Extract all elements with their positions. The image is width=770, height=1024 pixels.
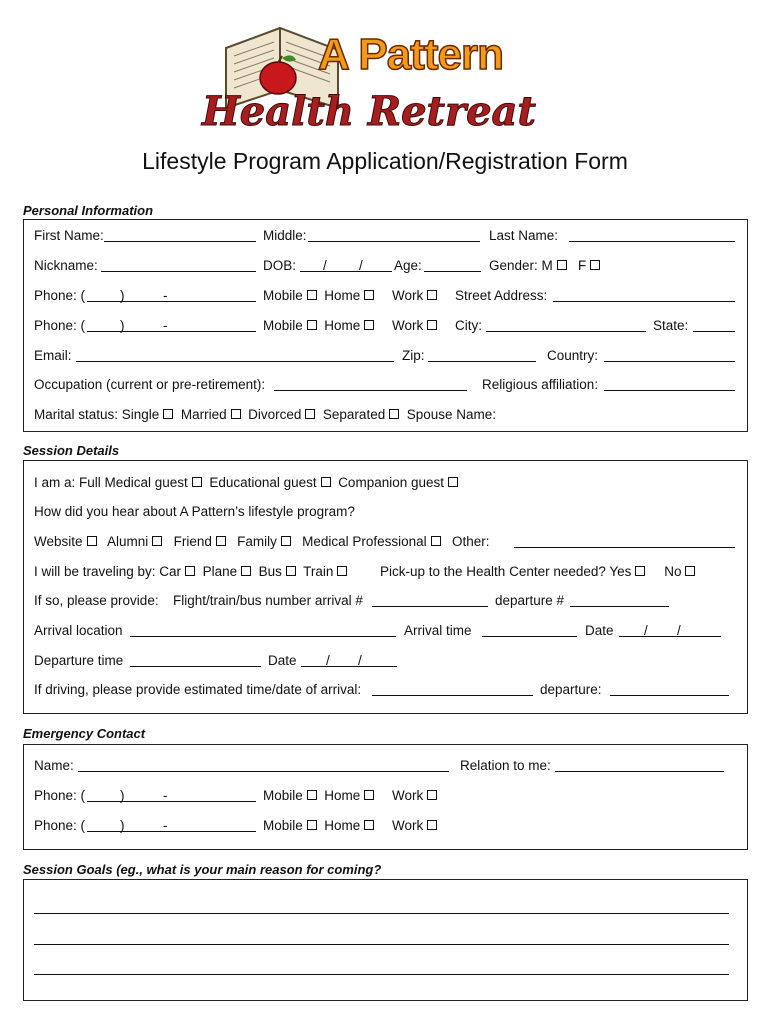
emergency-phone2-dash: - — [163, 818, 168, 833]
married-label: Married — [180, 407, 227, 422]
nickname-label: Nickname: — [34, 258, 98, 273]
departure-date-slash-1: / — [326, 653, 330, 668]
email-label: Email: — [34, 348, 72, 363]
driving-label: If driving, please provide estimated time/date of arrival: — [34, 682, 362, 697]
driving-departure-label: departure: — [540, 682, 602, 697]
goals-section — [23, 879, 748, 1001]
zip-label: Zip: — [402, 348, 425, 363]
home-checkbox[interactable] — [364, 320, 374, 330]
train-checkbox[interactable] — [337, 566, 347, 576]
pickup-no-checkbox[interactable] — [685, 566, 695, 576]
separated-label: Separated — [322, 407, 386, 422]
pickup-yes-label: Pick-up to the Health Center needed? Yes — [380, 564, 632, 579]
age-label: Age: — [394, 258, 422, 273]
emergency-section — [23, 744, 748, 850]
emergency-phone1-type-group — [263, 788, 374, 804]
work-label: Work — [392, 788, 424, 803]
mobile-label: Mobile — [263, 318, 303, 333]
emergency-phone2-label: Phone: ( — [34, 818, 86, 833]
family-checkbox[interactable] — [281, 536, 291, 546]
religious-label: Religious affiliation: — [482, 377, 599, 392]
educational-label: Educational guest — [209, 475, 317, 490]
departure-date-label: Date — [268, 653, 297, 668]
emergency-phone2-field[interactable] — [87, 831, 256, 832]
occupation-label: Occupation (current or pre-retirement): — [34, 377, 266, 392]
city-label: City: — [455, 318, 482, 333]
divorced-label: Divorced — [248, 407, 302, 422]
emergency-phone1-field[interactable] — [87, 801, 256, 802]
arrival-time-label: Arrival time — [404, 623, 472, 638]
phone1-label: Phone: ( — [34, 288, 86, 303]
phone1-dash: - — [163, 288, 168, 303]
first-name-field[interactable] — [104, 241, 256, 242]
bus-checkbox[interactable] — [286, 566, 296, 576]
goals-line-2[interactable] — [34, 944, 729, 945]
arrival-date-slash-1: / — [644, 623, 648, 638]
work-label: Work — [392, 818, 424, 833]
other-field[interactable] — [514, 547, 735, 548]
street-field[interactable] — [553, 301, 735, 302]
country-field[interactable] — [604, 361, 735, 362]
departure-number-label: departure # — [495, 593, 565, 608]
occupation-field[interactable] — [274, 390, 467, 391]
mobile-checkbox[interactable] — [307, 320, 317, 330]
full-medical-label: I am a: Full Medical guest — [34, 475, 188, 490]
phone2-type-group — [263, 318, 374, 334]
emergency-phone1-dash: - — [163, 788, 168, 803]
website-checkbox[interactable] — [87, 536, 97, 546]
phone2-paren: ) — [120, 318, 125, 333]
work-checkbox[interactable] — [427, 290, 437, 300]
phone1-paren: ) — [120, 288, 125, 303]
gender-m-checkbox[interactable] — [557, 260, 567, 270]
work-checkbox[interactable] — [427, 790, 437, 800]
zip-field[interactable] — [428, 361, 536, 362]
section-goals-heading: Session Goals (eg., what is your main reason for coming? — [23, 862, 382, 877]
pickup-yes-checkbox[interactable] — [635, 566, 645, 576]
departure-date-field[interactable] — [301, 666, 397, 667]
gender-f-label: F — [578, 258, 587, 273]
work2-group — [392, 318, 437, 334]
work-label: Work — [392, 288, 424, 303]
emergency-phone2-type-group — [263, 818, 374, 834]
other-label: Other: — [451, 534, 490, 549]
logo-line2: Health Retreat — [202, 88, 536, 135]
dob-slash-2: / — [359, 258, 363, 273]
personal-section — [23, 219, 748, 432]
pickup-group — [380, 564, 695, 580]
alumni-label: Alumni — [107, 534, 149, 549]
marital-group — [34, 407, 496, 423]
mobile-checkbox[interactable] — [307, 290, 317, 300]
mobile-label: Mobile — [263, 288, 303, 303]
source-group — [34, 534, 489, 550]
logo-line1: A Pattern — [318, 30, 503, 79]
gender-f-checkbox[interactable] — [590, 260, 600, 270]
arrival-date-slash-2: / — [677, 623, 681, 638]
state-field[interactable] — [693, 331, 735, 332]
separated-checkbox[interactable] — [389, 409, 399, 419]
arrival-location-field[interactable] — [130, 636, 396, 637]
website-label: Website — [34, 534, 83, 549]
arrival-time-field[interactable] — [482, 636, 577, 637]
educational-checkbox[interactable] — [321, 477, 331, 487]
phone1-type-group — [263, 288, 374, 304]
home-label: Home — [324, 818, 361, 833]
session-section — [23, 460, 748, 714]
emergency-phone1-label: Phone: ( — [34, 788, 86, 803]
phone2-label: Phone: ( — [34, 318, 86, 333]
mobile-label: Mobile — [263, 788, 303, 803]
home-checkbox[interactable] — [364, 820, 374, 830]
religious-field[interactable] — [604, 390, 735, 391]
mobile-checkbox[interactable] — [307, 790, 317, 800]
home-checkbox[interactable] — [364, 790, 374, 800]
companion-checkbox[interactable] — [448, 477, 458, 487]
car-label: I will be traveling by: Car — [34, 564, 182, 579]
home-label: Home — [324, 788, 361, 803]
page-title: Lifestyle Program Application/Registration Form — [142, 148, 628, 174]
driving-departure-field[interactable] — [610, 695, 729, 696]
gender-m-label: Gender: M — [489, 258, 553, 273]
section-session-heading: Session Details — [23, 443, 120, 458]
gender-group — [489, 258, 600, 274]
train-label: Train — [303, 564, 334, 579]
emergency-work2-group — [392, 818, 437, 834]
dob-label: DOB: — [263, 258, 297, 273]
dob-field[interactable] — [300, 271, 392, 272]
home-label: Home — [324, 288, 361, 303]
middle-name-field[interactable] — [308, 241, 480, 242]
alumni-checkbox[interactable] — [152, 536, 162, 546]
age-field[interactable] — [424, 271, 481, 272]
arrival-date-field[interactable] — [619, 636, 721, 637]
departure-number-field[interactable] — [570, 606, 669, 607]
plane-checkbox[interactable] — [241, 566, 251, 576]
single-checkbox[interactable] — [163, 409, 173, 419]
dob-slash-1: / — [323, 258, 327, 273]
arrival-location-label: Arrival location — [34, 623, 123, 638]
arrival-number-field[interactable] — [372, 606, 488, 607]
emergency-work1-group — [392, 788, 437, 804]
marital-single-label: Marital status: Single — [34, 407, 160, 422]
last-name-field[interactable] — [569, 241, 735, 242]
middle-label: Middle: — [263, 228, 307, 243]
city-field[interactable] — [486, 331, 646, 332]
last-name-label: Last Name: — [489, 228, 559, 243]
emergency-name-label: Name: — [34, 758, 74, 773]
goals-line-1[interactable] — [34, 913, 729, 914]
phone1-field[interactable] — [87, 301, 256, 302]
phone2-field[interactable] — [87, 331, 256, 332]
flight-label: Flight/train/bus number arrival # — [173, 593, 363, 608]
plane-label: Plane — [202, 564, 238, 579]
relation-label: Relation to me: — [460, 758, 551, 773]
work-checkbox[interactable] — [427, 820, 437, 830]
travel-group — [34, 564, 347, 580]
relation-field[interactable] — [555, 771, 724, 772]
departure-time-label: Departure time — [34, 653, 124, 668]
ifso-label: If so, please provide: — [34, 593, 159, 608]
departure-date-slash-2: / — [358, 653, 362, 668]
section-personal-heading: Personal Information — [23, 203, 154, 218]
street-label: Street Address: — [455, 288, 548, 303]
work-label: Work — [392, 318, 424, 333]
family-label: Family — [237, 534, 277, 549]
goals-line-3[interactable] — [34, 974, 729, 975]
home-checkbox[interactable] — [364, 290, 374, 300]
emergency-phone1-paren: ) — [120, 788, 125, 803]
mobile-label: Mobile — [263, 818, 303, 833]
nickname-field[interactable] — [101, 271, 256, 272]
bus-label: Bus — [258, 564, 282, 579]
work1-group — [392, 288, 437, 304]
friend-checkbox[interactable] — [216, 536, 226, 546]
emergency-name-field[interactable] — [78, 771, 449, 772]
car-checkbox[interactable] — [185, 566, 195, 576]
section-emergency-heading: Emergency Contact — [23, 726, 146, 741]
medical-label: Medical Professional — [302, 534, 427, 549]
phone2-dash: - — [163, 318, 168, 333]
home-label: Home — [324, 318, 361, 333]
first-name-label: First Name: — [34, 228, 104, 243]
guest-type-group — [34, 475, 458, 491]
departure-time-field[interactable] — [130, 666, 261, 667]
state-label: State: — [653, 318, 689, 333]
companion-label: Companion guest — [338, 475, 445, 490]
married-checkbox[interactable] — [231, 409, 241, 419]
email-field[interactable] — [76, 361, 394, 362]
full-medical-checkbox[interactable] — [192, 477, 202, 487]
divorced-checkbox[interactable] — [305, 409, 315, 419]
emergency-phone2-paren: ) — [120, 818, 125, 833]
mobile-checkbox[interactable] — [307, 820, 317, 830]
driving-arrival-field[interactable] — [372, 695, 533, 696]
spouse-label: Spouse Name: — [406, 407, 497, 422]
work-checkbox[interactable] — [427, 320, 437, 330]
hear-question: How did you hear about A Pattern’s lifestyle program? — [34, 504, 355, 519]
medical-checkbox[interactable] — [431, 536, 441, 546]
country-label: Country: — [547, 348, 599, 363]
arrival-date-label: Date — [585, 623, 614, 638]
friend-label: Friend — [173, 534, 212, 549]
pickup-no-label: No — [664, 564, 682, 579]
